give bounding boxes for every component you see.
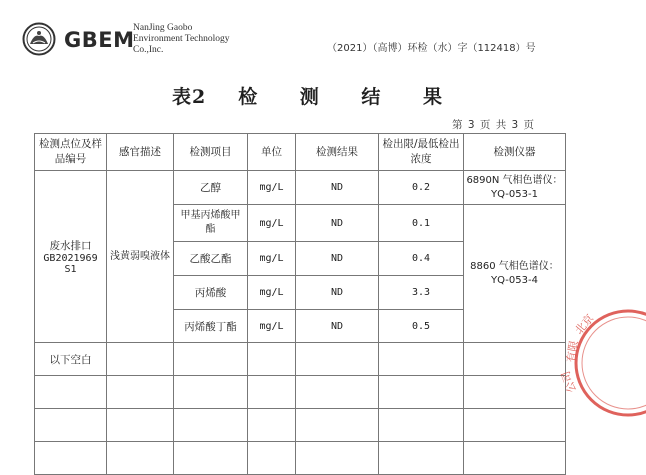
table-row — [35, 409, 566, 442]
limit-cell: 0.1 — [379, 205, 464, 242]
blank-note: 以下空白 — [35, 343, 107, 376]
sample-point-line: S1 — [64, 264, 77, 275]
table-row — [35, 442, 566, 475]
table-row — [35, 376, 566, 409]
company-name — [133, 23, 230, 56]
table-number: 表2 — [171, 86, 207, 108]
unit-cell: mg/L — [248, 242, 296, 276]
page-title — [0, 82, 632, 109]
unit-cell: mg/L — [248, 310, 296, 343]
item-cell: 丙烯酸丁酯 — [174, 310, 248, 343]
unit-cell: mg/L — [248, 171, 296, 205]
official-seal-icon — [559, 305, 646, 420]
company-line: Co.,Inc. — [133, 45, 164, 55]
header-cell: 检测仪器 — [464, 134, 566, 171]
result-cell: ND — [296, 242, 379, 276]
result-cell: ND — [296, 205, 379, 242]
result-cell: ND — [296, 171, 379, 205]
item-cell: 甲基丙烯酸甲酯 — [174, 205, 248, 242]
logo-text: GBEM — [64, 28, 135, 52]
sample-point-line: 废水排口 — [49, 240, 92, 252]
gbem-logo-icon — [22, 22, 56, 56]
header-cell: 感官描述 — [107, 134, 174, 171]
svg-text:有限: 有限 — [564, 339, 581, 364]
limit-cell: 0.4 — [379, 242, 464, 276]
item-cell: 乙酸乙酯 — [174, 242, 248, 276]
header-cell: 检测项目 — [174, 134, 248, 171]
svg-text:公司: 公司 — [559, 369, 579, 395]
item-cell: 乙醇 — [174, 171, 248, 205]
unit-cell: mg/L — [248, 276, 296, 310]
table-row — [35, 171, 566, 205]
result-cell: ND — [296, 276, 379, 310]
page-info: 第 3 页 共 3 页 — [452, 119, 536, 131]
limit-cell: 0.2 — [379, 171, 464, 205]
header-cell: 检出限/最低检出浓度 — [379, 134, 464, 171]
instrument-cell: 6890N 气相色谱仪：YQ-053-1 — [464, 171, 566, 205]
instrument-cell: 8860 气相色谱仪：YQ-053-4 — [464, 205, 566, 343]
limit-cell: 3.3 — [379, 276, 464, 310]
company-line: NanJing Gaobo — [133, 23, 193, 33]
report-header — [0, 0, 632, 80]
item-cell: 丙烯酸 — [174, 276, 248, 310]
header-cell: 检测结果 — [296, 134, 379, 171]
limit-cell: 0.5 — [379, 310, 464, 343]
company-line: Environment Technology — [133, 34, 230, 44]
sense-description: 浅黄弱嗅液体 — [107, 171, 174, 343]
title-text: 检 测 结 果 — [238, 86, 461, 108]
sample-point-line: GB2021969 — [43, 253, 98, 264]
result-cell: ND — [296, 310, 379, 343]
sample-point-cell — [35, 171, 107, 343]
results-table — [34, 133, 566, 475]
unit-cell: mg/L — [248, 205, 296, 242]
report-number: （2021）（高博）环检（水）字（112418）号 — [327, 43, 536, 54]
table-header-row — [35, 134, 566, 171]
header-cell: 检测点位及样品编号 — [35, 134, 107, 171]
header-cell: 单位 — [248, 134, 296, 171]
table-row — [35, 343, 566, 376]
svg-text:北京: 北京 — [572, 311, 597, 337]
